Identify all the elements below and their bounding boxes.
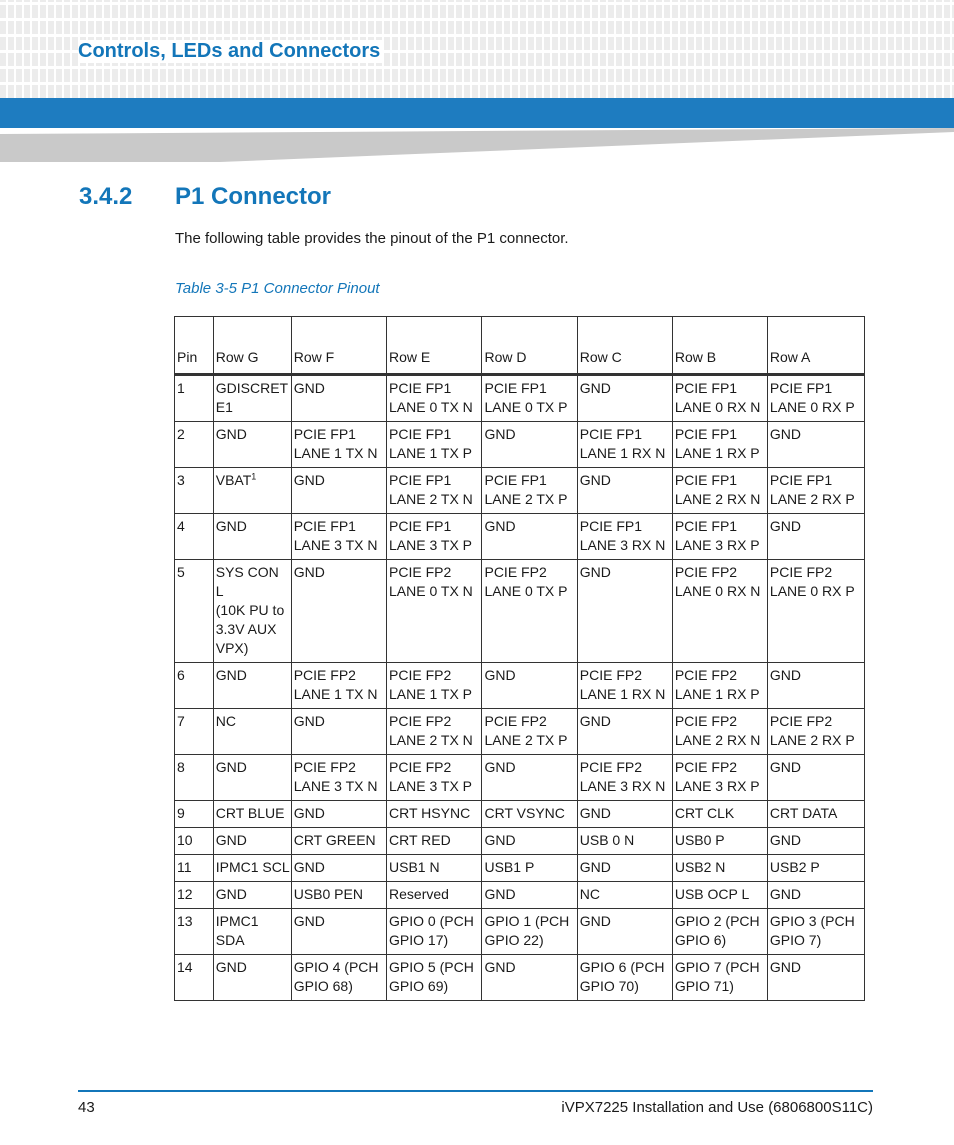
table-cell: GND	[482, 663, 577, 709]
table-cell: GND	[482, 755, 577, 801]
column-header: Row E	[387, 317, 482, 375]
table-cell: GND	[577, 909, 672, 955]
table-cell: PCIE FP1 LANE 3 TX P	[387, 514, 482, 560]
table-cell: 3	[175, 468, 214, 514]
header-blue-bar	[0, 98, 954, 128]
column-header: Row B	[672, 317, 767, 375]
table-cell: GPIO 0 (PCH GPIO 17)	[387, 909, 482, 955]
table-cell: 8	[175, 755, 214, 801]
table-cell: USB0 P	[672, 828, 767, 855]
table-cell: GND	[213, 514, 291, 560]
table-cell: GND	[291, 709, 386, 755]
table-cell: GND	[291, 375, 386, 422]
table-cell: GND	[482, 828, 577, 855]
table-cell: USB0 PEN	[291, 882, 386, 909]
table-cell: PCIE FP1 LANE 2 RX P	[767, 468, 864, 514]
table-cell: SYS CON L (10K PU to 3.3V AUX VPX)	[213, 560, 291, 663]
section-title: P1 Connector	[175, 183, 332, 210]
table-cell: USB1 N	[387, 855, 482, 882]
table-body	[175, 375, 865, 1001]
footer-doc-title: iVPX7225 Installation and Use (6806800S11C)	[561, 1099, 873, 1116]
table-cell: IPMC1 SCL	[213, 855, 291, 882]
table-cell: 4	[175, 514, 214, 560]
table-row	[175, 955, 865, 1001]
table-cell: GND	[213, 955, 291, 1001]
table-cell: PCIE FP2 LANE 0 RX P	[767, 560, 864, 663]
table-cell: PCIE FP1 LANE 3 TX N	[291, 514, 386, 560]
table-cell: GND	[577, 709, 672, 755]
table-cell: GND	[767, 828, 864, 855]
table-cell: 5	[175, 560, 214, 663]
table-cell: USB OCP L	[672, 882, 767, 909]
table-cell: PCIE FP2 LANE 1 RX N	[577, 663, 672, 709]
table-row	[175, 801, 865, 828]
table-cell: PCIE FP2 LANE 2 TX P	[482, 709, 577, 755]
table-row	[175, 709, 865, 755]
table-cell: USB1 P	[482, 855, 577, 882]
table-cell: PCIE FP2 LANE 2 RX N	[672, 709, 767, 755]
table-caption: Table 3-5 P1 Connector Pinout	[175, 280, 380, 297]
table-cell: GPIO 6 (PCH GPIO 70)	[577, 955, 672, 1001]
table-cell: GDISCRET E1	[213, 375, 291, 422]
header-grey-swoosh	[0, 128, 954, 162]
table-cell: 11	[175, 855, 214, 882]
table-row	[175, 882, 865, 909]
chapter-header-title: Controls, LEDs and Connectors	[78, 40, 384, 63]
column-header: Row A	[767, 317, 864, 375]
table-cell: GND	[291, 855, 386, 882]
table-cell: CRT BLUE	[213, 801, 291, 828]
table-cell: GND	[482, 955, 577, 1001]
table-row	[175, 514, 865, 560]
table-cell: PCIE FP1 LANE 0 RX N	[672, 375, 767, 422]
table-cell: PCIE FP1 LANE 1 RX N	[577, 422, 672, 468]
table-row	[175, 422, 865, 468]
table-cell: GND	[482, 514, 577, 560]
table-cell: GND	[213, 663, 291, 709]
table-cell: PCIE FP1 LANE 1 TX N	[291, 422, 386, 468]
page-number: 43	[78, 1099, 95, 1116]
table-header-row	[175, 317, 865, 375]
pinout-table	[174, 316, 865, 1001]
table-row	[175, 375, 865, 422]
table-cell: GND	[213, 755, 291, 801]
table-cell: CRT RED	[387, 828, 482, 855]
table-cell: GND	[767, 663, 864, 709]
table-cell: GND	[577, 468, 672, 514]
table-cell: GND	[767, 882, 864, 909]
table-cell: GND	[291, 909, 386, 955]
section-heading	[79, 183, 331, 211]
table-cell: GND	[767, 514, 864, 560]
table-cell: PCIE FP2 LANE 1 TX P	[387, 663, 482, 709]
column-header: Row G	[213, 317, 291, 375]
table-cell: GND	[213, 422, 291, 468]
table-cell: PCIE FP1 LANE 2 TX N	[387, 468, 482, 514]
table-cell: PCIE FP1 LANE 2 TX P	[482, 468, 577, 514]
table-cell: GPIO 5 (PCH GPIO 69)	[387, 955, 482, 1001]
table-cell: 10	[175, 828, 214, 855]
table-cell: USB2 P	[767, 855, 864, 882]
table-cell: CRT DATA	[767, 801, 864, 828]
table-cell: PCIE FP1 LANE 3 RX P	[672, 514, 767, 560]
section-number: 3.4.2	[79, 183, 133, 210]
table-cell: PCIE FP1 LANE 1 RX P	[672, 422, 767, 468]
table-cell: VBAT$^1$	[213, 468, 291, 514]
table-cell: 1	[175, 375, 214, 422]
table-cell: USB2 N	[672, 855, 767, 882]
table-cell: USB 0 N	[577, 828, 672, 855]
table-cell: PCIE FP1 LANE 2 RX N	[672, 468, 767, 514]
table-row	[175, 755, 865, 801]
column-header: Pin	[175, 317, 214, 375]
table-cell: IPMC1 SDA	[213, 909, 291, 955]
table-cell: 13	[175, 909, 214, 955]
table-cell: PCIE FP2 LANE 2 RX P	[767, 709, 864, 755]
table-cell: CRT HSYNC	[387, 801, 482, 828]
table-cell: GND	[767, 755, 864, 801]
table-cell: GND	[482, 422, 577, 468]
table-cell: GND	[767, 955, 864, 1001]
table-cell: PCIE FP1 LANE 0 TX N	[387, 375, 482, 422]
table-cell: GND	[577, 801, 672, 828]
table-cell: GPIO 7 (PCH GPIO 71)	[672, 955, 767, 1001]
table-cell: CRT VSYNC	[482, 801, 577, 828]
table-cell: PCIE FP2 LANE 1 RX P	[672, 663, 767, 709]
table-row	[175, 468, 865, 514]
table-cell: GND	[767, 422, 864, 468]
table-cell: PCIE FP2 LANE 0 TX P	[482, 560, 577, 663]
table-cell: PCIE FP2 LANE 3 RX P	[672, 755, 767, 801]
table-cell: 7	[175, 709, 214, 755]
footer-rule	[78, 1090, 873, 1092]
table-cell: GND	[577, 375, 672, 422]
table-cell: GPIO 3 (PCH GPIO 7)	[767, 909, 864, 955]
intro-paragraph: The following table provides the pinout of the P1 connector.	[175, 230, 569, 247]
table-cell: 12	[175, 882, 214, 909]
table-cell: GND	[577, 855, 672, 882]
table-cell: GPIO 2 (PCH GPIO 6)	[672, 909, 767, 955]
table-cell: PCIE FP1 LANE 0 RX P	[767, 375, 864, 422]
table-row	[175, 560, 865, 663]
table-cell: 6	[175, 663, 214, 709]
table-row	[175, 828, 865, 855]
table-cell: GPIO 4 (PCH GPIO 68)	[291, 955, 386, 1001]
table-row	[175, 909, 865, 955]
table-cell: GND	[213, 882, 291, 909]
table-cell: NC	[213, 709, 291, 755]
table-cell: NC	[577, 882, 672, 909]
table-cell: CRT CLK	[672, 801, 767, 828]
table-row	[175, 663, 865, 709]
table-cell: PCIE FP1 LANE 3 RX N	[577, 514, 672, 560]
table-cell: PCIE FP2 LANE 3 TX P	[387, 755, 482, 801]
table-cell: PCIE FP1 LANE 1 TX P	[387, 422, 482, 468]
table-cell: Reserved	[387, 882, 482, 909]
column-header: Row F	[291, 317, 386, 375]
table-cell: PCIE FP2 LANE 0 RX N	[672, 560, 767, 663]
table-cell: 14	[175, 955, 214, 1001]
table-cell: GND	[482, 882, 577, 909]
footnote-marker: 1	[251, 471, 257, 482]
table-cell: CRT GREEN	[291, 828, 386, 855]
table-cell: GND	[291, 801, 386, 828]
table-cell: PCIE FP2 LANE 0 TX N	[387, 560, 482, 663]
table-cell: PCIE FP2 LANE 3 TX N	[291, 755, 386, 801]
table-cell: PCIE FP1 LANE 0 TX P	[482, 375, 577, 422]
table-cell: GND	[291, 560, 386, 663]
table-cell: GND	[577, 560, 672, 663]
column-header: Row D	[482, 317, 577, 375]
table-cell: PCIE FP2 LANE 3 RX N	[577, 755, 672, 801]
table-cell: PCIE FP2 LANE 1 TX N	[291, 663, 386, 709]
table-cell: GND	[291, 468, 386, 514]
table-cell: 2	[175, 422, 214, 468]
table-cell: GPIO 1 (PCH GPIO 22)	[482, 909, 577, 955]
table-row	[175, 855, 865, 882]
table-cell: 9	[175, 801, 214, 828]
column-header: Row C	[577, 317, 672, 375]
table-cell: PCIE FP2 LANE 2 TX N	[387, 709, 482, 755]
table-cell: GND	[213, 828, 291, 855]
